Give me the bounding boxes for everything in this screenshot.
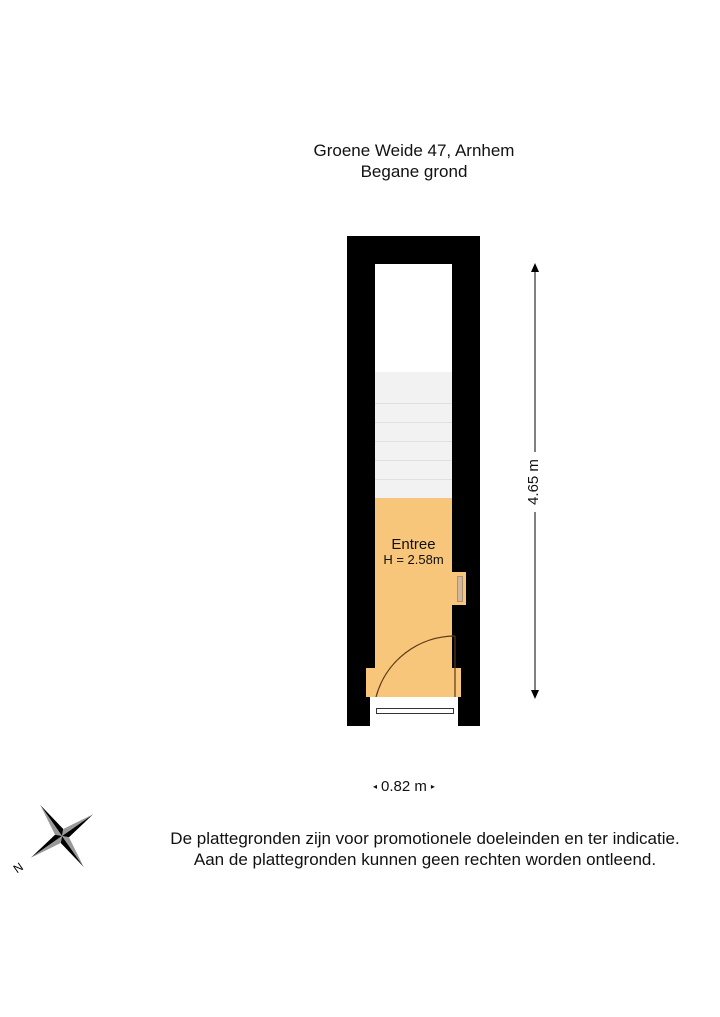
room-name: Entree [391,536,436,553]
room-height: H = 2.58m [383,552,444,567]
meter-icon [457,576,463,602]
window-frame [376,708,454,714]
meter-niche [452,572,466,605]
stair-step [375,403,452,404]
floor-title: Begane grond [360,162,468,181]
door-swing [366,630,462,698]
front-window [370,697,458,726]
vertical-dimension-label: 4.65 m [525,452,547,512]
arrow-left-icon: ◂ [373,782,378,791]
stair-step [375,460,452,461]
disclaimer-line-1: De plattegronden zijn voor promotionele doeleinden en ter indicatie. [170,829,680,848]
compass-north-label: N [10,859,26,877]
stair-step [375,422,452,423]
stair-step [375,479,452,480]
arrow-right-icon: ▸ [430,782,435,791]
void-area [375,264,452,372]
disclaimer-line-2: Aan de plattegronden kunnen geen rechten worden ontleend. [193,850,657,869]
horizontal-dimension [373,778,435,795]
stair-step [375,441,452,442]
horizontal-dimension-label: 0.82 m [381,778,427,795]
address-title: Groene Weide 47, Arnhem [313,141,515,160]
